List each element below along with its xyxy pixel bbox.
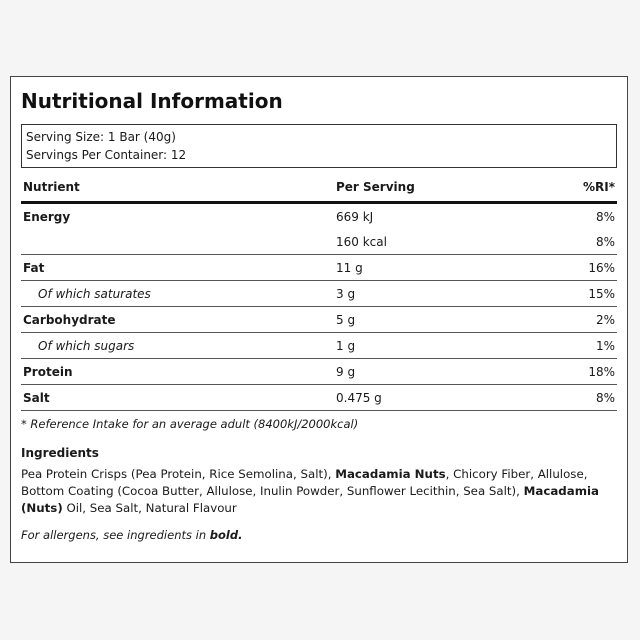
reference-intake-footnote: * Reference Intake for an average adult (8400kJ/2000kcal): [21, 417, 359, 431]
ingredients-heading: Ingredients: [21, 446, 99, 460]
nutrient-name: Of which saturates: [38, 287, 151, 301]
allergen-note-text: For allergens, see ingredients in: [21, 528, 210, 542]
servings-per-container: Servings Per Container: 12: [26, 148, 187, 162]
ri-value: 2%: [595, 313, 615, 327]
allergen-note-bold: bold.: [209, 528, 243, 542]
per-serving-value: 5 g: [336, 313, 356, 327]
table-row-carbohydrate: [21, 307, 617, 333]
ri-value: 8%: [595, 235, 615, 249]
panel-title: Nutritional Information: [21, 89, 283, 113]
per-serving-value: 11 g: [336, 261, 363, 275]
table-row-energy-kj: [21, 204, 617, 229]
nutrient-name: Carbohydrate: [23, 313, 116, 327]
ingredients-part: Oil, Sea Salt, Natural Flavour: [62, 501, 237, 515]
table-row-sugars: [21, 333, 617, 359]
nutrient-name: Of which sugars: [38, 339, 135, 353]
ingredients-text: [21, 466, 621, 517]
nutrient-name: Salt: [23, 391, 50, 405]
per-serving-value: 160 kcal: [336, 235, 387, 249]
allergen-highlight: Macadamia Nuts: [335, 467, 446, 481]
nutrient-name: Energy: [23, 210, 71, 224]
table-row-salt: [21, 385, 617, 411]
serving-info-box: [21, 124, 617, 168]
allergen-note: [21, 528, 242, 542]
per-serving-value: 1 g: [336, 339, 356, 353]
ri-value: 16%: [588, 261, 615, 275]
per-serving-value: 3 g: [336, 287, 356, 301]
nutrient-name: Fat: [23, 261, 45, 275]
table-row-saturates: [21, 281, 617, 307]
table-header: [21, 175, 617, 204]
serving-size: Serving Size: 1 Bar (40g): [26, 130, 176, 144]
header-nutrient: Nutrient: [23, 180, 80, 194]
table-row-protein: [21, 359, 617, 385]
nutrition-panel: [10, 76, 628, 563]
allergen-highlight: Macadamia (Nuts): [21, 484, 600, 515]
per-serving-value: 669 kJ: [336, 210, 374, 224]
ingredients-part: , Chicory Fiber, Allulose, Bottom Coating (Cocoa Butter, Allulose, Inulin Powder, Sunflower Lecithin, Sea Salt),: [21, 467, 588, 498]
ingredients-part: Pea Protein Crisps (Pea Protein, Rice Semolina, Salt),: [21, 467, 336, 481]
ri-value: 8%: [595, 391, 615, 405]
nutrient-name: Protein: [23, 365, 73, 379]
table-row-energy-kcal: [21, 229, 617, 255]
ri-value: 15%: [588, 287, 615, 301]
header-per-serving: Per Serving: [336, 180, 415, 194]
ri-value: 8%: [595, 210, 615, 224]
table-row-fat: [21, 255, 617, 281]
nutrition-table: [21, 175, 617, 411]
per-serving-value: 0.475 g: [336, 391, 382, 405]
header-ri: %RI*: [582, 180, 615, 194]
ri-value: 18%: [588, 365, 615, 379]
per-serving-value: 9 g: [336, 365, 356, 379]
ri-value: 1%: [595, 339, 615, 353]
